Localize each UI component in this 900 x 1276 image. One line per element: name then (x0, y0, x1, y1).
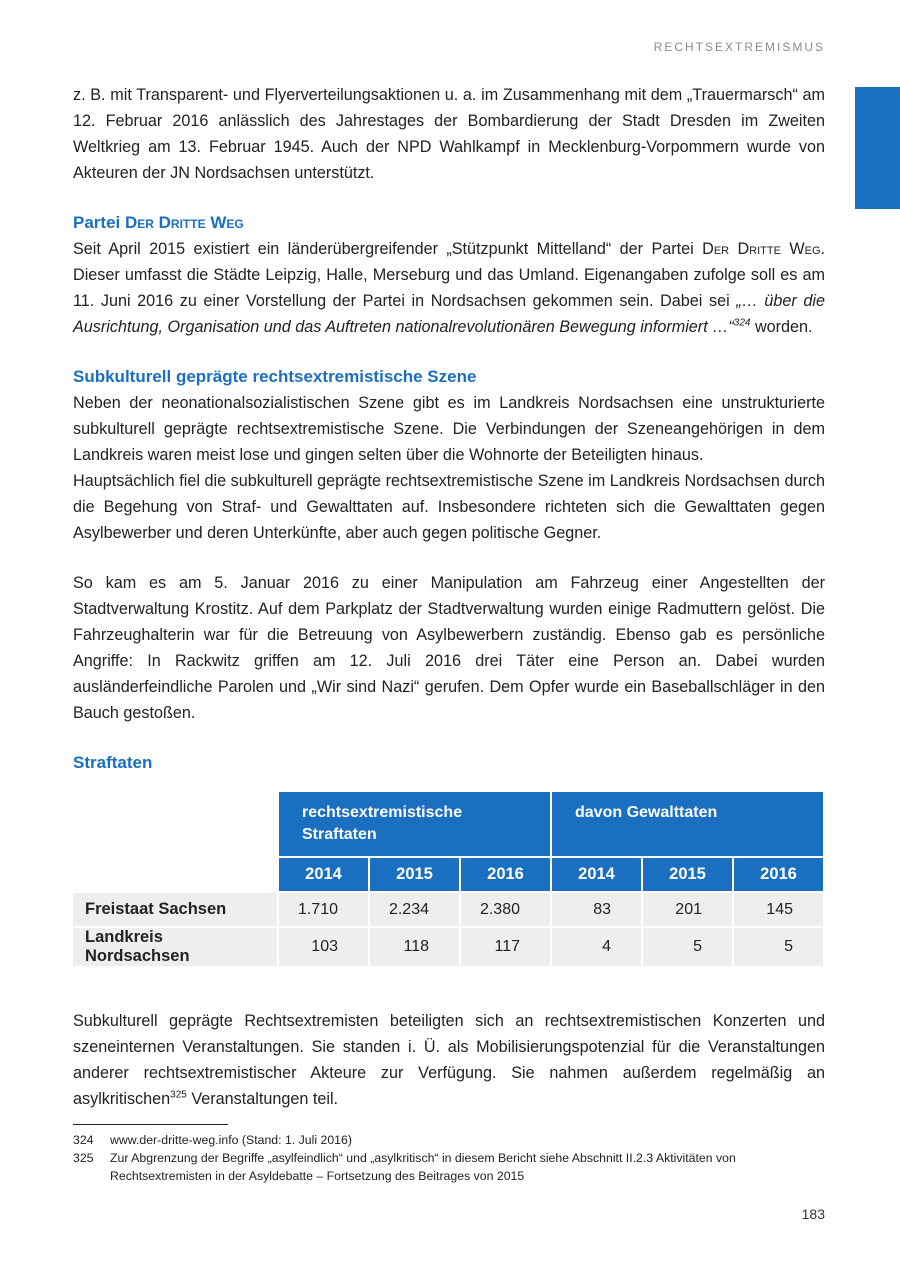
page-number: 183 (801, 1206, 825, 1222)
table-cell: 2.234 (370, 893, 459, 926)
straftaten-table (71, 790, 825, 968)
table-cell: 117 (461, 928, 550, 966)
paragraph-dritte-weg: Seit April 2015 existiert ein länderübergreifender „Stützpunkt Mittelland“ der Partei Der Dritte Weg. Dieser umfasst die Städte Leipzig, Halle, Merseburg und das Umland. Eigenangaben zufolge soll es am 11. Juni 2016 zu einer Vorstellung der Partei in Nordsachsen gekommen sein. Dabei sei „… über die Ausrichtung, Organisation und das Auftreten nationalrevolutionären Bewegung informiert …“$^{324}$ worden. (73, 240, 825, 336)
header-davon-gewalttaten: davon Gewalttaten (552, 792, 823, 856)
paragraph-subkultur-3: So kam es am 5. Januar 2016 zu einer Manipulation am Fahrzeug einer Angestellten der Stadtverwaltung Krostitz. Auf dem Parkplatz der Stadtverwaltung wurden einige Radmuttern gelöst. Die Fahrzeughalterin war für die Betreuung von Asylbewerbern zuständig. Ebenso gab es persönliche Angriffe: In Rackwitz griffen am 12. Juli 2016 drei Täter eine Person an. Dabei wurden ausländerfeindliche Parolen und „Wir sind Nazi“ gerufen. Dem Opfer wurde ein Baseballschläger in den Bauch gestoßen. (73, 574, 825, 722)
header-rechtsextremistische-straftaten: rechtsextremistische Straftaten (279, 792, 550, 856)
table-cell: 4 (552, 928, 641, 966)
row-label: Landkreis Nordsachsen (73, 928, 277, 966)
closing-paragraph: Subkulturell geprägte Rechtsextremisten beteiligten sich an rechtsextremistischen Konzerten und szeneinternen Veranstaltungen. Sie standen i. Ü. als Mobilisierungspotenzial für die Veranstaltungen anderer rechtsextremistischer Akteure zur Verfügung. Sie nahmen außerdem regelmäßig an asylkritischen$^{325}$ Veranstaltungen teil. (73, 1012, 825, 1108)
row-label: Freistaat Sachsen (73, 893, 277, 926)
table-cell: 5 (734, 928, 823, 966)
table-cell: 83 (552, 893, 641, 926)
page-body (73, 82, 825, 1112)
table-cell: 2.380 (461, 893, 550, 926)
intro-paragraph: z. B. mit Transparent- und Flyerverteilungsaktionen u. a. im Zusammenhang mit dem „Trauermarsch“ am 12. Februar 2016 anlässlich des Jahrestages der Bombardierung der Stadt Dresden im Zweiten Weltkrieg am 13. Februar 1945. Auch der NPD Wahlkampf in Mecklenburg-Vorpommern wurde von Akteuren der JN Nordsachsen unterstützt. (73, 86, 825, 182)
heading-straftaten: Straftaten (73, 753, 153, 772)
header-year: 2015 (370, 858, 459, 891)
header-year: 2016 (734, 858, 823, 891)
footnote-ref-325: 325 (170, 1089, 187, 1101)
running-head: RECHTSEXTREMISMUS (653, 40, 825, 54)
footnote-324: 324 www.der-dritte-weg.info (Stand: 1. Juli 2016) (73, 1133, 352, 1147)
footnotes (73, 1124, 825, 1185)
table-cell: 118 (370, 928, 459, 966)
header-year: 2014 (552, 858, 641, 891)
heading-subkultur: Subkulturell geprägte rechtsextremistische Szene (73, 367, 477, 386)
table-cell: 201 (643, 893, 732, 926)
table-row (73, 928, 823, 966)
chapter-tab-marker (855, 87, 900, 209)
footnote-325: 325 Zur Abgrenzung der Begriffe „asylfeindlich“ und „asylkritisch“ in diesem Bericht siehe Abschnitt II.2.3 Aktivitäten von Rechtsextremisten in der Asyldebatte – Fortsetzung des Beitrages von 2015 (73, 1151, 736, 1183)
table-cell: 1.710 (279, 893, 368, 926)
table-cell: 5 (643, 928, 732, 966)
table-row (73, 893, 823, 926)
heading-partei-dritte-weg: Partei Der Dritte Weg (73, 213, 244, 232)
header-year: 2014 (279, 858, 368, 891)
header-year: 2016 (461, 858, 550, 891)
table-cell: 145 (734, 893, 823, 926)
header-year: 2015 (643, 858, 732, 891)
table-cell: 103 (279, 928, 368, 966)
paragraph-subkultur-2: Hauptsächlich fiel die subkulturell geprägte rechtsextremistische Szene im Landkreis Nordsachsen durch die Begehung von Straf- und Gewalttaten auf. Insbesondere richteten sich die Gewalttaten gegen Asylbewerber und deren Unterkünfte, aber auch gegen politische Gegner. (73, 472, 825, 542)
footnote-ref-324: 324 (733, 317, 751, 329)
paragraph-subkultur-1: Neben der neonationalsozialistischen Szene gibt es im Landkreis Nordsachsen eine unstrukturierte subkulturell geprägte rechtsextremistische Szene. Die Verbindungen der Szeneangehörigen in dem Landkreis waren meist lose und gingen selten über die Wohnorte der Beteiligten hinaus. (73, 394, 825, 464)
footnote-divider (73, 1124, 228, 1125)
